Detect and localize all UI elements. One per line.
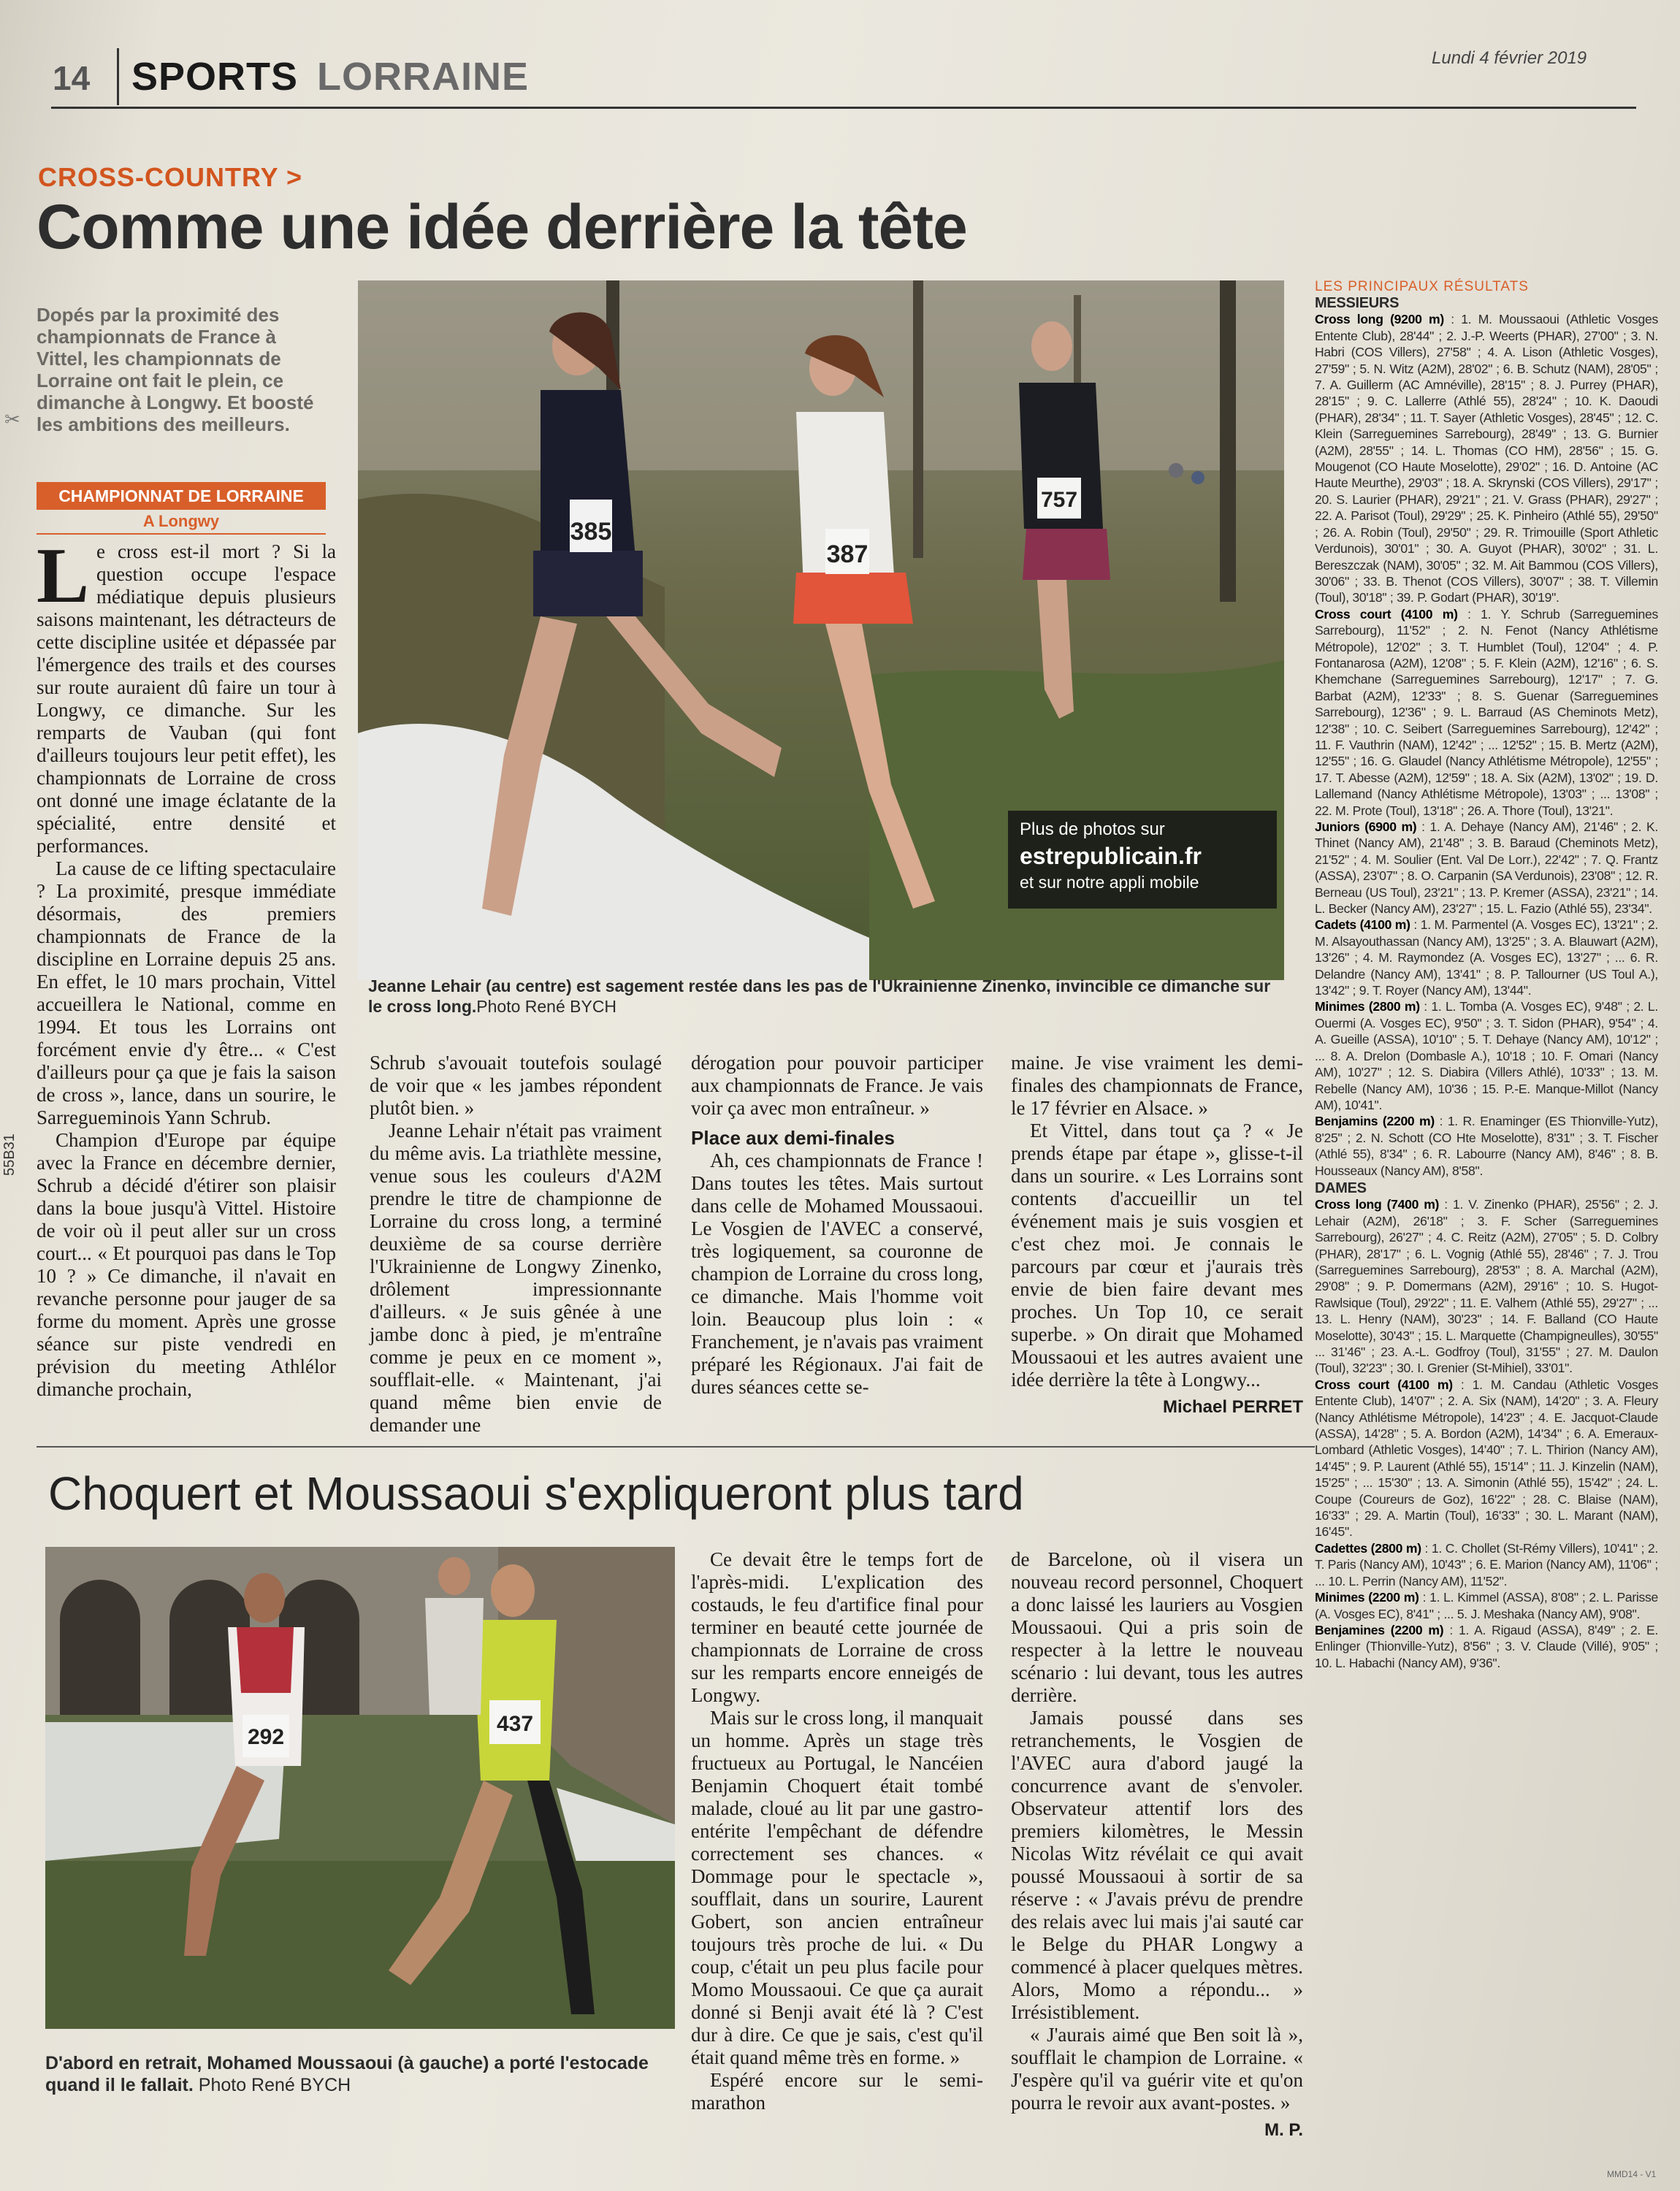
results-list <box>1315 294 1658 1671</box>
article-column-6 <box>1011 1548 1303 2141</box>
issue-date: Lundi 4 février 2019 <box>1432 48 1587 68</box>
print-code: MMD14 - V1 <box>1607 2169 1657 2179</box>
header-divider <box>117 48 119 105</box>
paragraph: Ah, ces championnats de France ! Dans toutes les têtes. Mais surtout dans celle de Mohamed Moussaoui. Le Vosgien de l'AVEC a conservé, très logiquement, sa couronne de champion de Lorraine du cross long, ce dimanche. Mais l'homme voit loin. Beaucoup plus loin : « Franchement, je n'avais pas vraiment préparé les Régionaux. J'ai fait de dures séances cette se- <box>691 1150 983 1398</box>
paragraph: de Barcelone, où il visera un nouveau record personnel, Choquert a donc laissé les lauriers au Vosgien Moussaoui. Qui a pris soin de respecter à la lettre le nouveau scénario : lui devant, tous les autres derrière. <box>1011 1548 1303 1706</box>
results-text: : 1. Y. Schrub (Sarreguemines Sarrebourg), 11'52" ; 2. N. Fenot (Nancy Athlétisme Métropole), 12'02" ; 3. T. Humblet (Toul), 12'04" ; 4. P. Fontanarosa (A2M), 12'08" ; 5. F. Klein (A2M), 12'16" ; 6. S. Khemchane (Sarreguemines Sarrebourg), 12'17" ; 7. G. Barbat (A2M), 12'33" ; 8. S. Guenar (Sarreguemines Sarrebourg), 12'36" ; 9. L. Barraud (AS Cheminots Metz), 12'38" ; 10. C. Seibert (Sarreguemines Sarrebourg), 12'42" ; 11. F. Vauthrin (NAM), 12'42" ; ... 12'52" ; 15. B. Mertz (A2M), 12'55" ; 16. G. Glaudel (Nancy Athlétisme Métropole), 12'55" ; 17. T. Abesse (A2M), 12'59" ; 18. A. Six (A2M), 13'02" ; 19. D. Lallemand (Nancy Athlétisme Métropole), 13'03" ; ... 13'08" ; 22. M. Prote (Toul), 13'18" ; 26. A. Thore (Toul), 13'21". <box>1315 606 1658 818</box>
promo-link[interactable]: estrepublicain.fr <box>1020 843 1202 869</box>
results-race: Minimes (2800 m) <box>1315 999 1420 1014</box>
results-race: Cross court (4100 m) <box>1315 1377 1453 1392</box>
results-text: : 1. C. Chollet (St-Rémy Villers), 10'41" ; 2. T. Paris (Nancy AM), 10'43" ; 6. E. Marion (Nancy AM), 11'06" ; ... 10. L. Perrin (Nancy AM), 11'52". <box>1315 1540 1658 1588</box>
results-text: : 1. V. Zinenko (PHAR), 25'56" ; 2. J. Lehair (A2M), 26'18" ; 3. F. Scher (Sarreguemines Sarrebourg), 26'27" ; 4. C. Reitz (A2M), 27'05" ; 5. D. Colbry (PHAR), 28'17" ; 6. L. Vognig (Athlé 55), 28'46" ; 7. J. Trou (Sarreguemines Sarrebourg), 28'53" ; 8. A. Marchal (A2M), 29'08" ; 9. P. Domermans (A2M), 29'16" ; 10. S. Hugot-Rawlsique (Toul), 29'22" ; 11. E. Valhem (Athlé 55), 29'27" ; ... 13. L. Henry (NAM), 30'23" ; 14. F. Balland (CO Haute Moselotte), 30'43" ; 15. L. Marquette (Champigneulles), 30'55" ... 31'46" ; 23. A.-L. Godfroy (Toul), 31'55" ; 27. M. Daulon (Toul), 32'23" ; 30. I. Grenier (St-Mihiel), 33'01". <box>1315 1197 1659 1376</box>
photo-credit: Photo René BYCH <box>198 2075 351 2095</box>
author-signature: Michael PERRET <box>1162 1397 1303 1417</box>
paragraph: Mais sur le cross long, il manquait un homme. Après un stage très fructueux au Portugal, le Nancéien Benjamin Choquert était tombé malade, cloué au lit par une gastro-entérite l'empêchant de défendre correctement ses chances. « Dommage pour le spectacle », soufflait, dans un sourire, Laurent Gobert, son ancien entraîneur toujours très proche de lui. « Du coup, c'était un peu plus facile pour Momo Moussaoui. Ce que ça aurait donné si Benji avait été là ? C'est dur à dire. Ce que je sais, c'est qu'il était quand même très en forme. » <box>691 1707 983 2068</box>
promo-box[interactable] <box>1008 811 1277 909</box>
article-rubric: CROSS-COUNTRY > <box>38 162 303 192</box>
results-text: : 1. M. Candau (Athletic Vosges Entente Club), 14'07" ; 2. A. Six (NAM), 14'20" ; 3. A. Fleury (Nancy Athlétisme Métropole), 14'23" ; 4. E. Jacquot-Claude (ASSA), 14'28" ; 5. A. Bordon (A2M), 14'34" ; 6. A. Emeraux-Lombard (Athletic Vosges), 14'40" ; 7. L. Thirion (Nancy AM), 14'45" ; 9. P. Laurent (Athlé 55), 15'14" ; 11. J. Kinzelin (NAM), 15'25" ; ... 15'30" ; 13. A. Simonin (Athlé 55), 15'42" ; 24. L. Coupe (Coureurs de Goz), 16'22" ; 28. C. Blaise (NAM), 16'33" ; 29. A. Martin (Toul), 16'33" ; 30. L. Marant (NAM), 16'45". <box>1315 1377 1658 1540</box>
promo-line: Plus de photos sur <box>1020 819 1165 839</box>
race-photo-men <box>45 1547 675 2029</box>
results-text: : 1. L. Tomba (A. Vosges EC), 9'48" ; 2. L. Ouermi (A. Vosges EC), 9'50" ; 3. T. Sidon (PHAR), 9'54" ; 4. A. Gueille (ASSA), 10'10" ; 5. T. Dehaye (Nancy AM), 10'12" ; ... 8. A. Drelon (Dombasle A.), 10'18 ; 10. F. Omari (Nancy AM), 10'27" ; 12. S. Diabira (Villers Athlé), 10'33" ; 13. M. Rebelle (Nancy AM), 10'36 ; 15. P.-E. Manque-Millot (Nancy AM), 10'41". <box>1315 999 1658 1112</box>
results-race: Benjamines (2200 m) <box>1315 1622 1444 1637</box>
article-column-1 <box>37 532 336 1401</box>
results-text: : 1. A. Dehaye (Nancy AM), 21'46" ; 2. K. Thinet (Nancy AM), 21'48" ; 3. B. Baraud (Cheminots Metz), 21'52" ; 4. M. Soulier (Ent. Val De Lorr.), 22'42" ; 7. Q. Frantz (ASSA), 23'07" ; 8. O. Carpanin (SA Verdunois), 23'08" ; 12. R. Berneau (US Toul), 23'21" ; 13. P. Kremer (ASSA), 23'21" ; 14. L. Becker (Nancy AM), 23'27" ; 15. L. Fazio (Athlé 55), 23'34". <box>1315 819 1658 917</box>
paragraph: Espéré encore sur le semi-marathon <box>691 2069 983 2114</box>
paragraph: maine. Je vise vraiment les demi-finales des championnats de France, le 17 février en Alsace. » <box>1011 1052 1303 1119</box>
results-race: Minimes (2200 m) <box>1315 1590 1419 1605</box>
paragraph: Jamais poussé dans ses retranchements, le Vosgien de l'AVEC aura d'abord jaugé la concurrence avant de s'envoler. Observateur attentif lors des premiers kilomètres, le Messin Nicolas Witz révélait ce qui avait poussé Moussaoui à sortir de sa réserve : « J'avais prévu de prendre des relais avec lui mais j'ai sauté car le Belge du PHAR Longwy a commencé à placer quelques mètres. Alors, Momo a répondu... » Irrésistiblement. <box>1011 1707 1303 2023</box>
paragraph: Ce devait être le temps fort de l'après-midi. L'explication des costauds, le feu d'artifice final pour terminer en beauté cette journée de championnats de Lorraine de cross sur les remparts encore enneigés de Longwy. <box>691 1548 983 1706</box>
article-separator <box>37 1446 1315 1448</box>
results-race: Cross court (4100 m) <box>1315 606 1458 622</box>
paragraph: dérogation pour pouvoir participer aux championnats de France. Je vais voir ça avec mon entraîneur. » <box>691 1052 983 1119</box>
photo-caption <box>45 2052 681 2096</box>
bib-number: 292 <box>247 1725 285 1749</box>
paragraph: Champion d'Europe par équipe avec la France en décembre dernier, Schrub a décidé d'étirer son plaisir dans la boue jusqu'à Vittel. Histoire de voir où il peut aller sur un cross court... « Et pourquoi pas dans le Top 10 ? » Ce dimanche, il n'avait en revanche personne pour jauger de sa forme du moment. Après une grosse séance sur piste vendredi en prévision du meeting Athlélor dimanche prochain, <box>37 1129 336 1400</box>
event-kicker: CHAMPIONNAT DE LORRAINE <box>37 482 326 510</box>
bib-number: 437 <box>496 1712 534 1736</box>
caption-text: D'abord en retrait, Mohamed Moussaoui (à gauche) a porté l'estocade quand il le fallait. <box>45 2053 649 2095</box>
paragraph: e cross est-il mort ? Si la question occupe l'espace médiatique depuis plusieurs saisons maintenant, les détracteurs de cette discipline usitée et dépassée par l'émergence des trails et des courses sur route auraient dû faire un tour à Longwy, ce dimanche. Sur les remparts de Vauban (qui font d'ailleurs toujours leur petit effet), les championnats de Lorraine de cross ont donné une image éclatante de la spécialité, entre densité et performances. <box>37 540 336 857</box>
photo-caption <box>368 976 1288 1017</box>
photo-illustration <box>45 1547 675 2029</box>
side-code: 55B31 <box>1 1133 18 1176</box>
article-column-2 <box>370 1052 662 1437</box>
results-text: : 1. L. Kimmel (ASSA), 8'08" ; 2. L. Parisse (A. Vosges EC), 8'41" ; ... 5. J. Meshaka (Nancy AM), 9'08". <box>1315 1590 1659 1621</box>
bib-number: 387 <box>826 540 868 568</box>
article-column-5 <box>691 1548 983 2114</box>
paragraph: Et Vittel, dans tout ça ? « Je prends étape par étape », glisse-t-il dans un sourire. « Les Lorrains sont contents d'accueillir un tel événement mais je suis vosgien et c'est chez moi. Je connais le parcours par cœur et j'aurais très envie de bien faire devant mes proches. Un Top 10, ce serait superbe. » On dirait que Mohamed Moussaoui et les autres avaient une idée derrière la tête à Longwy... <box>1011 1120 1303 1391</box>
results-race: Benjamins (2200 m) <box>1315 1114 1435 1129</box>
article-lead: Dopés par la proximité des championnats de France à Vittel, les championnats de Lorraine ont fait le plein, ce dimanche à Longwy. Et boosté les ambitions des meilleurs. <box>37 304 314 435</box>
article-headline: Choquert et Moussaoui s'expliqueront plus tard <box>48 1467 1024 1520</box>
paragraph: « J'aurais aimé que Ben soit là », soufflait le champion de Lorraine. « J'espère qu'il va guérir vite et qu'on pourra le revoir aux avant-postes. » <box>1011 2024 1303 2114</box>
event-location: A Longwy <box>37 510 326 535</box>
results-header: LES PRINCIPAUX RÉSULTATS <box>1315 279 1529 294</box>
results-gender: DAMES <box>1315 1179 1367 1196</box>
section-title: SPORTS <box>131 55 299 99</box>
paragraph: Jeanne Lehair n'était pas vraiment du même avis. La triathlète messine, venue sous les couleurs d'A2M prendre le titre de championne de Lorraine du cross long, a terminé deuxième de sa course derrière l'Ukrainienne de Longwy Zinenko, drôlement impressionnante d'ailleurs. « Je suis gênée à une jambe donc à pied, je m'entraîne comme je peux en ce moment », soufflait-elle. « Maintenant, j'ai quand même bien envie de demander une <box>370 1120 662 1436</box>
results-gender: MESSIEURS <box>1315 295 1400 311</box>
results-race: Cross long (9200 m) <box>1315 312 1444 327</box>
paragraph: La cause de ce lifting spectaculaire ? La proximité, presque immédiate désormais, des premiers championnats de France de la discipline en Lorraine depuis 25 ans. En effet, le 10 mars prochain, Vittel accueillera le National, comme en 1994. Et tous les Lorrains ont forcément envie d'y être... « C'est d'ailleurs pour ça que je fais la saison de cross », lance, dans un sourire, le Sarregueminois Yann Schrub. <box>37 857 336 1128</box>
bib-number: 757 <box>1040 488 1078 512</box>
subheading: Place aux demi-finales <box>691 1127 895 1149</box>
results-text: : 1. R. Enaminger (ES Thionville-Yutz), 8'25" ; 2. N. Schott (CO Hte Moselotte), 8'31" ; 3. T. Fischer (Athlé 55), 8'34" ; 6. R. Labourre (Nancy AM), 8'46" ; 8. B. Housseaux (Nancy AM), 8'58". <box>1315 1114 1658 1178</box>
promo-line: et sur notre appli mobile <box>1020 873 1199 892</box>
header-rule <box>51 107 1636 109</box>
results-text: : 1. M. Moussaoui (Athletic Vosges Entente Club), 28'44" ; 2. J.-P. Weerts (PHAR), 27'00" ; 3. N. Habri (COS Villers), 27'58" ; 4. A. Lison (Athletic Vosges), 27'59" ; 5. N. Witz (A2M), 28'02" ; 6. B. Schutz (NAM), 28'05" ; 7. A. Guillerm (AC Amnéville), 28'15" ; 8. J. Purrey (PHAR), 28'15" ; 9. C. Lallerre (Athlé 55), 28'24" ; 10. K. Daoudi (PHAR), 28'34" ; 11. T. Sayer (Athletic Vosges), 28'45" ; 12. C. Klein (Sarreguemines Sarrebourg), 28'49" ; 13. G. Burnier (A2M), 28'55" ; 14. L. Thomas (CO HM), 28'56" ; 15. G. Mougenot (CO Haute Moselotte), 29'02" ; 16. D. Antoine (AC Haute Meurthe), 29'03" ; 18. A. Skrynski (COS Villers), 29'17" ; 20. S. Laurier (PHAR), 29'21" ; 21. V. Grass (PHAR), 29'27" ; 22. A. Parisot (Toul), 29'29" ; 25. K. Pinheiro (Athlé 55), 29'50" ; 26. A. Robin (Toul), 29'50" ; 29. R. Trimouille (Sport Athletic Verdunois), 30'01" ; 30. A. Guyot (PHAR), 30'02" ; 31. L. Bereszczak (NAM), 30'05" ; 32. M. Ait Bammou (COS Villers), 30'06" ; 33. B. Thenot (COS Villers), 30'07" ; 38. T. Villemin (Toul), 30'18" ; 39. P. Godart (PHAR), 30'19". <box>1315 312 1658 605</box>
drop-cap: L <box>37 532 90 619</box>
results-race: Juniors (6900 m) <box>1315 819 1417 834</box>
bib-number: 385 <box>570 518 612 546</box>
section-subtitle: LORRAINE <box>317 55 529 99</box>
paragraph: Schrub s'avouait toutefois soulagé de voir que « les jambes répondent plutôt bien. » <box>370 1052 662 1119</box>
author-signature: M. P. <box>1264 2120 1303 2140</box>
article-column-3 <box>691 1052 983 1399</box>
results-race: Cadettes (2800 m) <box>1315 1540 1421 1556</box>
scissors-icon: ✂ <box>4 409 20 430</box>
results-race: Cross long (7400 m) <box>1315 1197 1440 1212</box>
article-headline: Comme une idée derrière la tête <box>37 192 967 262</box>
results-race: Cadets (4100 m) <box>1315 917 1410 933</box>
results-text: : 1. A. Rigaud (ASSA), 8'49" ; 2. E. Enlinger (Thionville-Yutz), 8'56" ; 3. V. Claude (Villé), 9'05" ; 10. L. Habachi (Nancy AM), 9'36". <box>1315 1622 1658 1670</box>
page-number: 14 <box>53 59 91 97</box>
results-text: : 1. M. Parmentel (A. Vosges EC), 13'21" ; 2. M. Alsayouthassan (Nancy AM), 13'25" ; 3. A. Blauwart (A2M), 13'26" ; 4. M. Raymondez (A. Vosges EC), 13'27" ; ... 6. R. Delandre (Nancy AM), 13'41" ; 8. P. Tallourner (US Toul A.), 13'42" ; 9. T. Royer (Nancy AM), 13'44". <box>1315 917 1658 998</box>
photo-credit: Photo René BYCH <box>476 997 617 1016</box>
caption-text: Jeanne Lehair (au centre) est sagement restée dans les pas de l'Ukrainienne Zinenko, invincible ce dimanche sur le cross long. <box>368 976 1271 1016</box>
article-column-4 <box>1011 1052 1303 1418</box>
